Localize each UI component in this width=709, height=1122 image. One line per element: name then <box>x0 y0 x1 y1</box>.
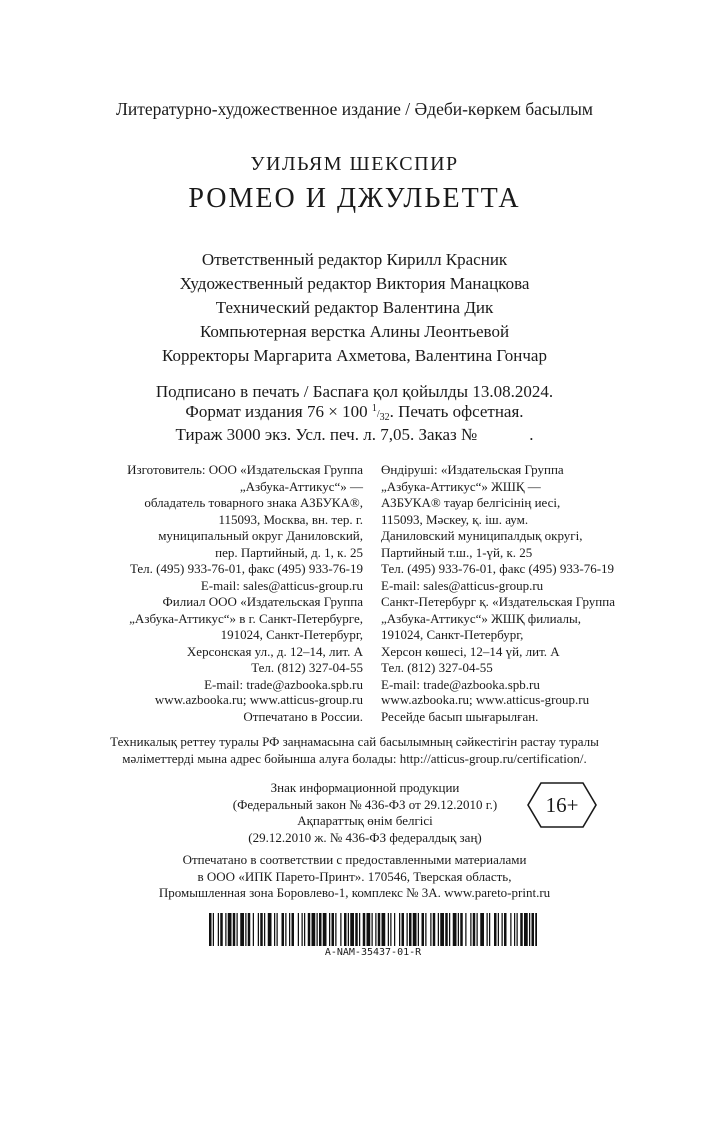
barcode-bar <box>245 913 246 946</box>
barcode-bar <box>268 913 272 946</box>
barcode-bar <box>317 913 318 946</box>
barcode-bar <box>465 913 466 946</box>
barcode-bar <box>292 913 295 946</box>
branch-kz: Санкт-Петербург қ. «Издательская Группа „Азбука-Аттикус“» ЖШҚ филиалы, 191024, Санкт-Петербург, Херсон көшесі, 12–14 үй, лит. А Тел. (812) 327-04-55 E-mail: trade@azbooka.spb.ru <box>381 594 615 692</box>
barcode-bar <box>312 913 316 946</box>
barcode-bar <box>355 913 358 946</box>
barcode-bar <box>248 913 251 946</box>
barcode-bar <box>264 913 265 946</box>
barcode-bar <box>390 913 391 946</box>
barcode-bar <box>489 913 490 946</box>
format-line: Формат издания 76 × 100 1/32. Печать офсетная. <box>185 402 524 423</box>
credits-block <box>0 248 709 368</box>
tech-regulation: Техникалық реттеу туралы РФ заңнамасына сай басылымның сәйкестігін растау туралы мәліметтерді мына адрес бойынша алуға болады: http://atticus-group.ru/certification/. <box>110 734 599 766</box>
barcode-bar <box>517 913 518 946</box>
barcode-bar <box>323 913 327 946</box>
barcode-bar <box>260 913 263 946</box>
barcode-bar <box>213 913 214 946</box>
barcode-bar <box>302 913 303 946</box>
printed-by: Отпечатано в соответствии с предоставленными материалами в ООО «ИПК Парето-Принт». 170546, Тверская область, Промышленная зона Боровлево-1, комплекс № 3А. www.pareto-print.ru <box>158 852 551 900</box>
barcode-bar <box>524 913 528 946</box>
barcode-bar <box>367 913 371 946</box>
info-sign-block: Знак информационной продукции (Федеральный закон № 436-ФЗ от 29.12.2010 г.) Ақпараттық өнім белгісі (29.12.2010 ж. № 436-ФЗ федералдық заң) <box>232 780 498 845</box>
barcode-bar <box>402 913 405 946</box>
barcode-bar <box>514 913 515 946</box>
barcode-bar <box>388 913 389 946</box>
barcode-bar <box>535 913 537 946</box>
barcode-bar <box>520 913 523 946</box>
barcode-bar <box>209 913 212 946</box>
barcode-bar <box>218 913 219 946</box>
barcode-bar <box>344 913 347 946</box>
barcode-bar <box>378 913 381 946</box>
barcode-bar <box>225 913 226 946</box>
barcode-bar <box>494 913 497 946</box>
book-title: РОМЕО И ДЖУЛЬЕТТА <box>188 183 521 214</box>
branch-ru: Филиал ООО «Издательская Группа „Азбука-Аттикус“» в г. Санкт-Петербурге, 191024, Санкт-Петербург, Херсонская ул., д. 12–14, лит. А Тел. (812) 327-04-55 E-mail: trade@azbooka.spb.ru <box>129 594 363 692</box>
barcode-bar <box>399 913 400 946</box>
barcode-bar <box>487 913 488 946</box>
credit-line: Компьютерная верстка Алины Леонтьевой <box>199 322 510 341</box>
barcode-bar <box>433 913 436 946</box>
barcode-bar <box>304 913 305 946</box>
barcode-bar <box>453 913 457 946</box>
barcode-bar <box>274 913 275 946</box>
barcode-bar <box>285 913 286 946</box>
barcode-bar <box>363 913 366 946</box>
barcode-bar <box>382 913 386 946</box>
barcode-bar <box>237 913 238 946</box>
barcode-bar <box>335 913 336 946</box>
barcode <box>209 913 537 946</box>
barcode-bar <box>413 913 417 946</box>
barcode-bar <box>258 913 259 946</box>
barcode-bar <box>532 913 535 946</box>
barcode-bar <box>332 913 335 946</box>
barcode-bar <box>372 913 373 946</box>
web-ru: www.azbooka.ru; www.atticus-group.ru Отпечатано в России. <box>154 692 363 724</box>
barcode-bar <box>298 913 299 946</box>
barcode-bar <box>375 913 376 946</box>
barcode-bar <box>422 913 425 946</box>
credit-line: Корректоры Маргарита Ахметова, Валентина Гончар <box>162 346 547 365</box>
barcode-bar <box>407 913 408 946</box>
barcode-bar <box>289 913 290 946</box>
barcode-bar <box>277 913 278 946</box>
manufacturer-kz: Өндіруші: «Издательская Группа „Азбука-Аттикус“» ЖШҚ — АЗБУКА® тауар белгісінің иесі, 115093, Мәскеу, қ. іш. аум. Даниловский муниципалдық округі, Партийный т.ш., 1-үй, к. 25 Тел. (495) 933-76-01, факс (495) 933-76-19 E-mail: sales@atticus-group.ru <box>381 462 615 593</box>
barcode-bar <box>458 913 459 946</box>
barcode-bar <box>473 913 476 946</box>
barcode-bar <box>502 913 503 946</box>
signed-to-print: Подписано в печать / Баспаға қол қойылды 13.08.2024. <box>155 382 554 401</box>
barcode-bar <box>440 913 444 946</box>
barcode-bar <box>233 913 236 946</box>
barcode-bar <box>350 913 354 946</box>
barcode-bar <box>430 913 431 946</box>
credit-line: Художественный редактор Виктория Манацкова <box>179 274 530 293</box>
barcode-bar <box>228 913 232 946</box>
barcode-bar <box>477 913 478 946</box>
series-line: Литературно-художественное издание / Әдеби-көркем басылым <box>116 99 593 119</box>
barcode-bar <box>319 913 322 946</box>
barcode-bar <box>529 913 530 946</box>
credit-line: Технический редактор Валентина Дик <box>215 298 494 317</box>
barcode-bar <box>282 913 285 946</box>
manufacturer-ru: Изготовитель: ООО «Издательская Группа „Азбука-Аттикус“» — обладатель товарного знака АЗБУКА®, 115093, Москва, вн. тер. г. муниципальный округ Даниловский, пер. Партийный, д. 1, к. 25 Тел. (495) 933-76-01, факс (495) 933-76-19 E-mail: sales@atticus-group.ru <box>127 462 363 593</box>
credit-line: Ответственный редактор Кирилл Красник <box>201 250 508 269</box>
barcode-bar <box>308 913 311 946</box>
age-rating-badge <box>527 782 597 828</box>
barcode-bar <box>438 913 439 946</box>
barcode-bar <box>220 913 223 946</box>
barcode-bar <box>480 913 484 946</box>
barcode-bar <box>498 913 499 946</box>
barcode-bar <box>253 913 254 946</box>
web-kz: www.azbooka.ru; www.atticus-group.ru Ресейде басып шығарылған. <box>381 692 590 724</box>
barcode-bar <box>348 913 349 946</box>
age-rating-text: 16+ <box>545 793 579 817</box>
print-run-line: Тираж 3000 экз. Усл. печ. л. 7,05. Заказ № . <box>175 425 534 444</box>
barcode-bar <box>359 913 360 946</box>
barcode-bar <box>445 913 448 946</box>
barcode-bar <box>329 913 330 946</box>
barcode-bar <box>449 913 450 946</box>
barcode-bar <box>425 913 426 946</box>
barcode-code: A-NAM-35437-01-R <box>324 947 422 958</box>
author-name: УИЛЬЯМ ШЕКСПИР <box>250 153 459 175</box>
barcode-bar <box>460 913 463 946</box>
barcode-bar <box>394 913 395 946</box>
barcode-bar <box>240 913 244 946</box>
barcode-bar <box>510 913 511 946</box>
barcode-bar <box>418 913 419 946</box>
barcode-bar <box>470 913 471 946</box>
imprint-block <box>0 382 709 445</box>
barcode-bar <box>340 913 341 946</box>
barcode-bar <box>409 913 412 946</box>
barcode-bar <box>504 913 507 946</box>
